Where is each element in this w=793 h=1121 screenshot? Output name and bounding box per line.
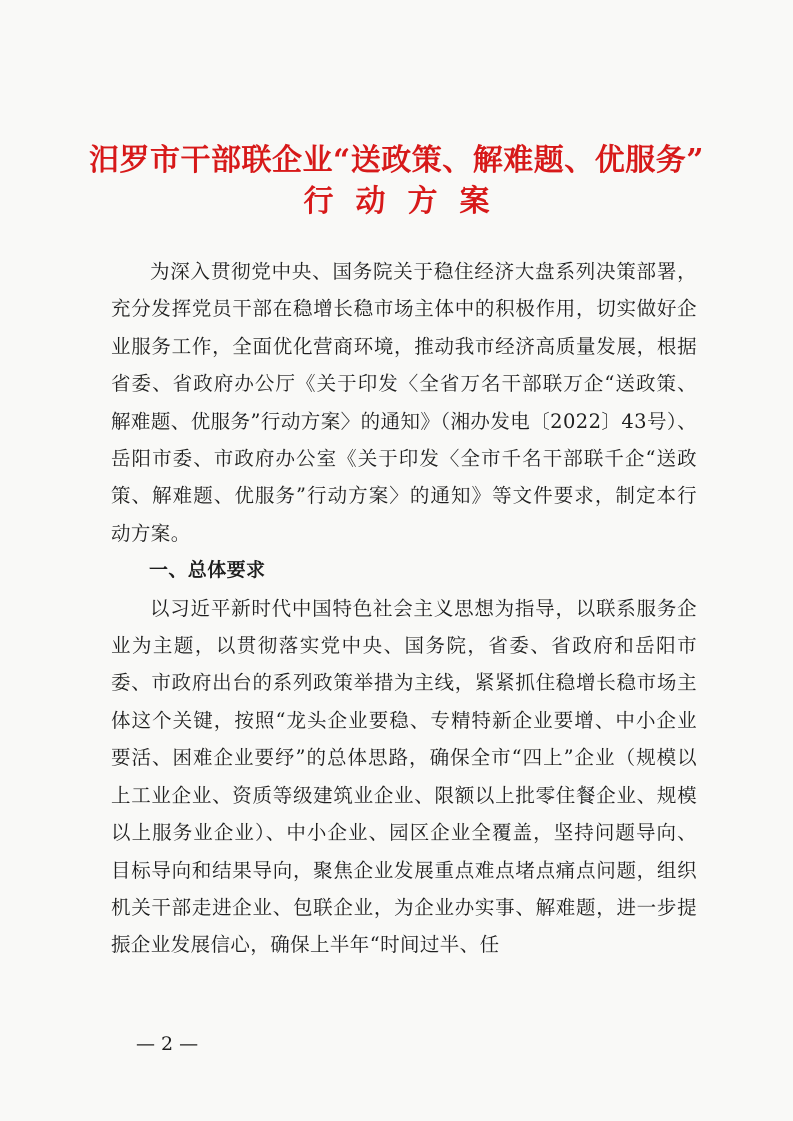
document-body (111, 253, 697, 964)
intro-paragraph: 为深入贯彻党中央、国务院关于稳住经济大盘系列决策部署，充分发挥党员干部在稳增长稳市场主体中的积极作用，切实做好企业服务工作，全面优化营商环境，推动我市经济高质量发展，根据省委、省政府办公厅《关于印发〈全省万名干部联万企“送政策、解难题、优服务”行动方案〉的通知》（湘办发电〔2022〕43号）、岳阳市委、市政府办公室《关于印发〈全市千名干部联千企“送政策、解难题、优服务”行动方案〉的通知》等文件要求，制定本行动方案。 (111, 260, 697, 545)
section-heading-general-requirements: 一、总体要求 (149, 559, 266, 582)
section-paragraph-general-requirements: 以习近平新时代中国特色社会主义思想为指导，以联系服务企业为主题，以贯彻落实党中央、国务院，省委、省政府和岳阳市委、市政府出台的系列政策举措为主线，紧紧抓住稳增长稳市场主体这个关键，按照“龙头企业要稳、专精特新企业要增、中小企业要活、困难企业要纾”的总体思路，确保全市“四上”企业（规模以上工业企业、资质等级建筑业企业、限额以上批零住餐企业、规模以上服务业企业）、中小企业、园区企业全覆盖，坚持问题导向、目标导向和结果导向，聚焦企业发展重点难点堵点痛点问题，组织机关干部走进企业、包联企业，为企业办实事、解难题，进一步提振企业发展信心，确保上半年“时间过半、任 (111, 596, 697, 957)
document-title-line1: 汨罗市干部联企业“送政策、解难题、优服务” (88, 143, 704, 178)
document-title-line2: 行动方案 (303, 184, 512, 219)
page-number: — 2 — (136, 1033, 199, 1055)
